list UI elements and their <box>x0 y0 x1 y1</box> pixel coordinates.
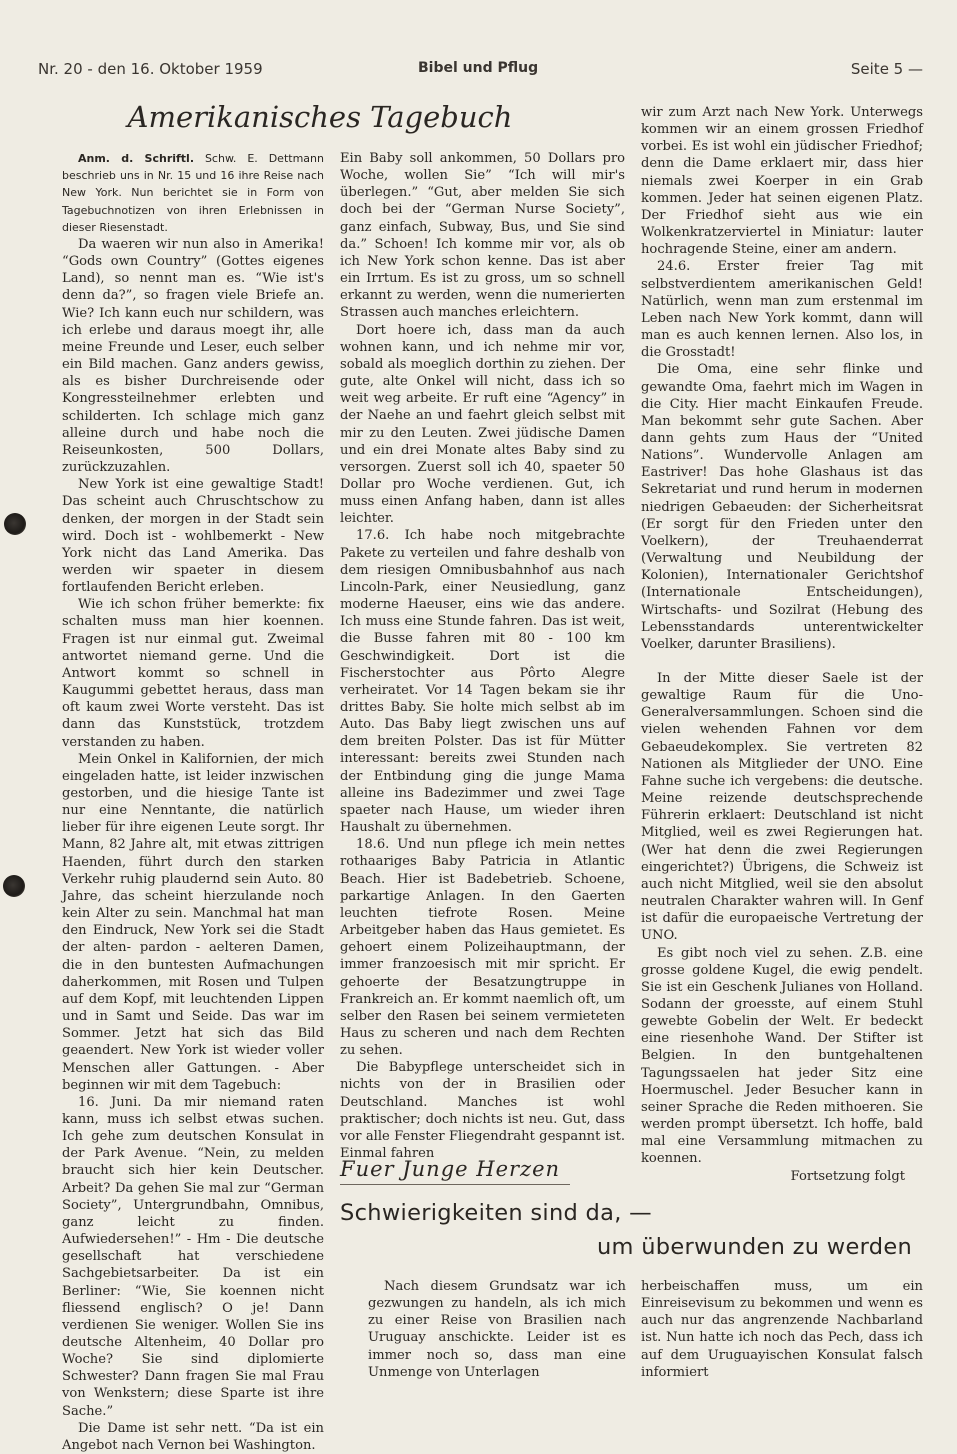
paragraph: Nach diesem Grundsatz war ich gezwungen zu handeln, als ich mich zu einer Reise von Brasilien nach Uruguay anschickte. Leider ist es immer noch so, dass man eine Unmenge von Unterlagen <box>368 1279 626 1380</box>
paragraph: herbeischaffen muss, um ein Einreisevisum zu bekommen und wenn es auch nur das angrenzende Nachbarland ist. Nun hatte ich noch das Pech, dass ich auf dem Uruguayischen Konsulat falsch informiert <box>641 1279 923 1380</box>
paragraph: wir zum Arzt nach New York. Unterwegs kommen wir an einem grossen Friedhof vorbei. Es ist wohl ein jüdischer Friedhof; denn die Dame erklaert mir, dass hier niemals zwei Koerper in ein Grab kommen. Jeder hat seinen eigenen Platz. Der Friedhof sieht aus wie ein Wolkenkratzerviertel in Miniatur: lauter hochragende Steine, einer am andern. <box>641 105 923 258</box>
paragraph-gap <box>641 653 923 670</box>
paragraph: Die Oma, eine sehr flinke und gewandte Oma, faehrt mich im Wagen in die City. Hier macht Einkaufen Freude. Man bekommt sehr gute Sachen. Aber dann gehts zum Haus der “United Nations”. Wundervolle Anlagen am Eastriver! Das hohe Glashaus ist das Sekretariat und rund herum in modernen niedrigen Gebaeuden: der Sicherheitsrat (Er sorgt für den Frieden unter den Voelkern), der Treuhaenderrat (Verwaltung und Neubildung der Kolonien), Internationaler Gerichtshof (Internationale Entscheidungen), Wirtschafts- und Sozilrat (Hebung des Lebensstandards unterentwickelter Voelker, darunter Brasiliens). <box>641 362 923 652</box>
section-label: Fuer Junge Herzen <box>340 1157 570 1185</box>
paragraph: Die Dame ist sehr nett. “Da ist ein Angebot nach Vernon bei Washington. <box>62 1420 324 1453</box>
section-column-left <box>368 1278 626 1381</box>
paragraph: Die Babypflege unterscheidet sich in nichts von der in Brasilien oder Deutschland. Manches ist wohl praktischer; doch nichts ist neu. Gut, dass vor alle Fenster Fliegendraht gespannt ist. Einmal fahren <box>340 1060 625 1162</box>
editor-note <box>62 150 324 236</box>
issue-date: Nr. 20 - den 16. Oktober 1959 <box>38 60 263 78</box>
paragraph: 24.6. Erster freier Tag mit selbstverdientem amerikanischen Geld! Natürlich, wenn man zum erstenmal im Leben nach New York kommt, dann will man es auch kennen lernen. Also los, in die Grosstadt! <box>641 259 923 361</box>
article-column-1 <box>62 150 324 1454</box>
paragraph: Wie ich schon früher bemerkte: fix schalten muss man hier koennen. Fragen ist nur einmal gut. Zweimal antwortet niemand gerne. Und die Antwort kommt so schnell in Kaugummi gebettet heraus, dass man oft kaum zwei Worte versteht. Das ist dann das Kunststück, trotzdem verstanden zu haben. <box>62 597 324 750</box>
section-column-right <box>641 1278 923 1381</box>
paragraph: Dort hoere ich, dass man da auch wohnen kann, und ich nehme mir vor, sobald als moeglich dorthin zu ziehen. Der gute, alte Onkel will nicht, dass ich so weit weg arbeite. Er ruft eine “Agency” in der Naehe an und faehrt gleich selbst mit mir zu den Leuten. Zwei jüdische Damen und ein drei Monate altes Baby sind zu versorgen. Zuerst soll ich 40, spaeter 50 Dollar pro Woche verdienen. Gut, ich muss einen Anfang haben, dann ist alles leichter. <box>340 322 625 527</box>
editor-note-label: Anm. d. Schriftl. <box>78 152 195 165</box>
paragraph: 18.6. Und nun pflege ich mein nettes rothaariges Baby Patricia in Atlantic Beach. Hier ist Badebetrieb. Schoene, parkartige Anlagen. In den Gaerten leuchten tiefrote Rosen. Meine Arbeitgeber haben das Haus gemietet. Es gehoert einem Polizeihauptmann, der immer franzoesisch mit mir spricht. Er gehoerte der Besatzungtruppe in Frankreich an. Er kommt naemlich oft, um selber den Rasen bei seinem vermieteten Haus zu scheren und nach dem Rechten zu sehen. <box>340 837 625 1059</box>
paragraph: New York ist eine gewaltige Stadt! Das scheint auch Chruschtschow zu denken, der morgen in der Stadt sein wird. Doch ist - wohlbemerkt - New York nicht das Land Amerika. Das werden wir spaeter in diesem fortlaufenden Bericht erleben. <box>62 477 324 596</box>
section-headline-part-2: um überwunden zu werden <box>597 1234 913 1260</box>
page-header <box>38 60 923 86</box>
paragraph: 17.6. Ich habe noch mitgebrachte Pakete zu verteilen und fahre deshalb von dem riesigen Omnibusbahnhof aus nach Lincoln-Park, einer Neusiedlung, ganz moderne Haeuser, eins wie das andere. Ich muss eine Stunde fahren. Das ist weit, die Busse fahren mit 80 - 100 km Geschwindigkeit. Dort ist die Fischerstochter aus Pôrto Alegre verheiratet. Vor 14 Tagen bekam sie ihr drittes Baby. Sie holte mich selbst ab im Auto. Das Baby liegt zwischen uns auf dem breiten Polster. Das ist für Mütter interessant: bereits zwei Stunden nach der Entbindung ging die junge Mama alleine ins Badezimmer und zwei Tage spaeter nach Hause, um wieder ihren Haushalt zu übernehmen. <box>340 528 625 836</box>
page-number: Seite 5 — <box>850 60 923 78</box>
paragraph: Es gibt noch viel zu sehen. Z.B. eine grosse goldene Kugel, die ewig pendelt. Sie ist ein Geschenk Julianes von Holland. Sodann der groesste, auf einem Stuhl gewebte Gobelin der Welt. Er bedeckt eine riesenhohe Wand. Der Stifter ist Belgien. In den buntgehaltenen Tagungssaelen hat jeder Sitz eine Hoermuschel. Jeder Besucher kann in seiner Sprache die Reden mithoeren. Sie werden prompt übersetzt. Ich hoffe, bald mal eine Versammlung mitmachen zu koennen. <box>641 945 923 1167</box>
article-column-2 <box>340 150 625 1162</box>
editor-note-text: Schw. E. Dettmann beschrieb uns in Nr. 15 und 16 ihre Reise nach New York. Nun berichtet sie in Form von Tagebuchnotizen von ihren Erlebnissen in dieser Riesenstadt. <box>62 152 324 234</box>
publication-name: Bibel und Pflug <box>418 60 539 76</box>
article-column-3 <box>641 104 923 1185</box>
paragraph: Ein Baby soll ankommen, 50 Dollars pro Woche, wollen Sie” “Ich will mir's überlegen.” “Gut, aber melden Sie sich doch bei der “German Nurse Society”, ganz einfach, Subway, Bus, und Sie sind da.” Schoen! Ich komme mir vor, als ob ich New York schon kenne. Das ist aber ein Irrtum. Es ist zu gross, um so schnell erkannt zu werden, wenn die numerierten Strassen auch manches erleichtern. <box>340 151 625 321</box>
paragraph: In der Mitte dieser Saele ist der gewaltige Raum für die Uno-Generalversammlungen. Schoen sind die vielen wehenden Fahnen vor dem Gebaeudekomplex. Sie vertreten 82 Nationen als Mitglieder der UNO. Eine Fahne suche ich vergebens: die deutsche. Meine reizende deutschsprechende Führerin erklaert: Deutschland ist nicht Mitglied, weil es zwei Regierungen hat. (Wer hat denn die zwei Regierungen eingerichtet?) Übrigens, die Schweiz ist auch nicht Mitglied, weil sie den absolut neutralen Charakter wahren will. In Genf ist dafür die europaeische Vertretung der UNO. <box>641 671 923 944</box>
continued-note: Fortsetzung folgt <box>790 1168 905 1184</box>
paragraph: Mein Onkel in Kalifornien, der mich eingeladen hatte, ist leider inzwischen gestorben, und die hiesige Tante ist nur eine Nenntante, die natürlich lieber für ihre eigenen Leute sorgt. Ihr Mann, 82 Jahre alt, mit etwas zittrigen Haenden, führt durch den starken Verkehr ruhig plaudernd sein Auto. 80 Jahre, das scheint hierzulande noch kein Alter zu sein. Manchmal hat man den Eindruck, New York sei die Stadt der alten- pardon - aelteren Damen, die in den buntesten Aufmachungen daherkommen, mit Rosen und Tulpen auf dem Kopf, mit leuchtenden Lippen und in Samt und Seide. Das war im Sommer. Jetzt hat sich das Bild geaendert. New York ist wieder voller Menschen aller Gattungen. - Aber beginnen wir mit dem Tagebuch: <box>62 751 324 1093</box>
section-headline-part-1: Schwierigkeiten sind da, — <box>340 1200 652 1226</box>
paragraph: Da waeren wir nun also in Amerika! “Gods own Country” (Gottes eigenes Land), so nennt man es. “Wie ist's denn da?”, so fragen viele Briefe an. Wie? Ich kann euch nur schildern, was ich erlebe und daraus moegt ihr, alle meine Freunde und Leser, euch selber ein Bild machen. Ganz anders gewiss, als es bisher Durchreisende oder Kongressteilnehmer erlebten und schilderten. Ich schlage mich ganz alleine durch und habe noch die Reiseunkosten, 500 Dollars, zurückzuzahlen. <box>62 237 324 476</box>
article-title: Amerikanisches Tagebuch <box>127 100 513 134</box>
punch-hole-bottom <box>3 875 25 897</box>
paragraph: 16. Juni. Da mir niemand raten kann, muss ich selbst etwas suchen. Ich gehe zum deutschen Konsulat in der Park Avenue. “Nein, zu melden braucht sich hier kein Deutscher. Arbeit? Da gehen Sie mal zur “German Society”, Untergrundbahn, Omnibus, ganz leicht zu finden. Aufwiedersehen!” - Hm - Die deutsche gesellschaft hat verschiedene Sachgebietsarbeiter. Da ist ein Berliner: “Wie, Sie koennen nicht fliessend englisch? O je! Dann verdienen Sie weniger. Wollen Sie ins deutsche Altenheim, 40 Dollar pro Woche? Sie sind diplomierte Schwester? Dann fragen Sie mal Frau von Wenkstern; diese Sparte ist ihre Sache.” <box>62 1094 324 1419</box>
punch-hole-top <box>4 513 26 535</box>
